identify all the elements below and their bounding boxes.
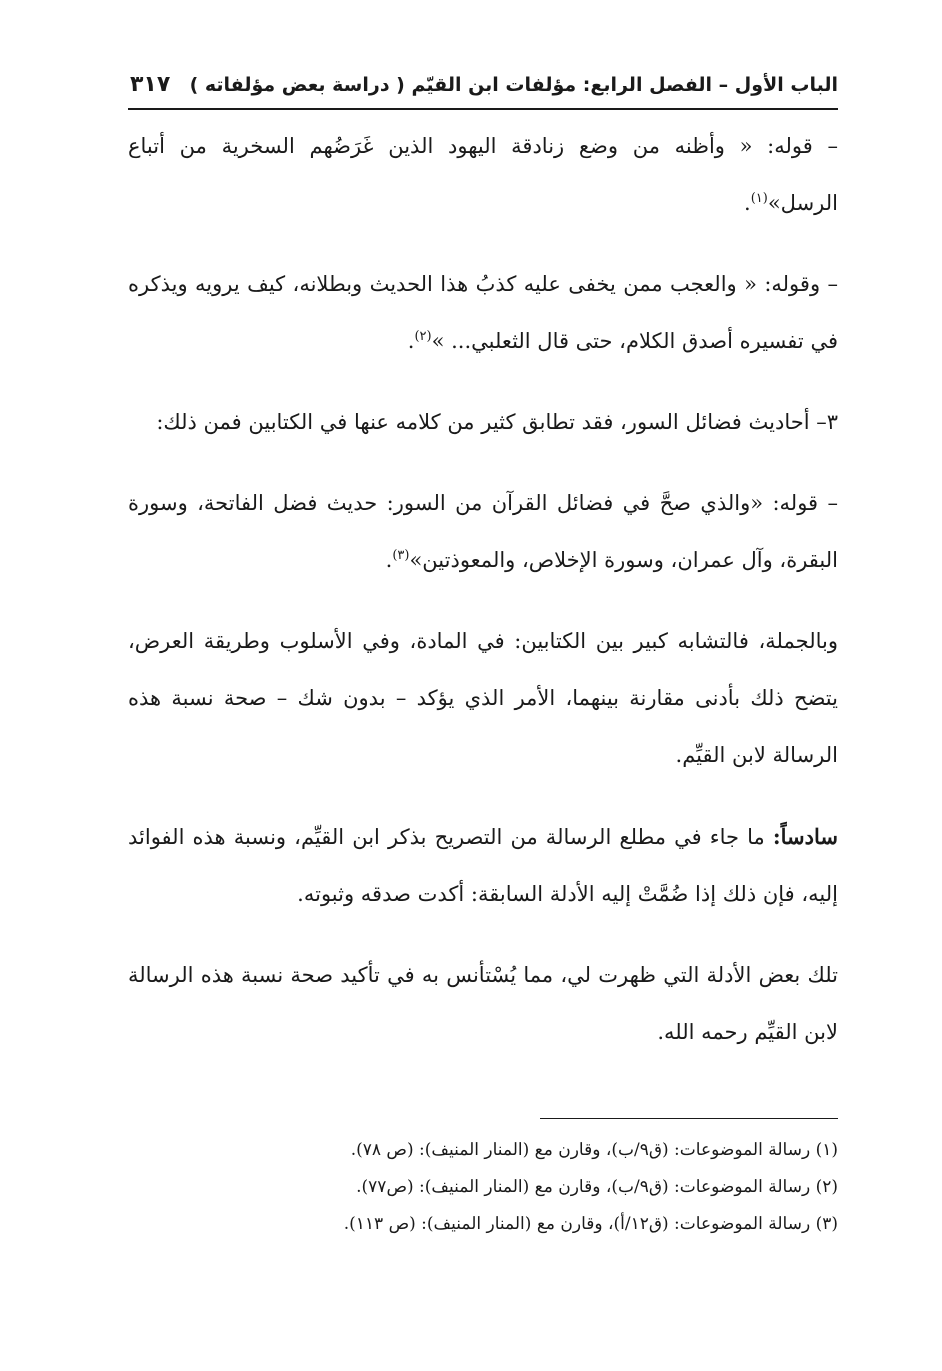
page-number: ٣١٧ (130, 72, 171, 97)
paragraph-end: . (744, 191, 751, 215)
paragraph-text: وبالجملة، فالتشابه كبير بين الكتابين: في المادة، وفي الأسلوب وطريقة العرض، يتضح ذلك بأدنى مقارنة بينهما، الأمر الذي يؤكد – بدون شك – صحة نسبة هذه الرسالة لابن القيِّم. (128, 629, 838, 767)
quote-paragraph-1 (128, 118, 838, 232)
paragraph-text: ما جاء في مطلع الرسالة من التصريح بذكر ابن القيِّم، ونسبة هذه الفوائد إليه، فإن ذلك إذا ضُمَّتْ إليه الأدلة السابقة: أكدت صدقه وثبوته. (128, 825, 838, 906)
quote-paragraph-2 (128, 256, 838, 370)
footnotes (128, 1132, 838, 1243)
footnote-marker: (١) (750, 191, 768, 206)
footnote-1: (١) رسالة الموضوعات: (ق٩/ب)، وقارن مع (المنار المنيف): (ص ٧٨). (350, 1140, 838, 1160)
footnote-2: (٢) رسالة الموضوعات: (ق٩/ب)، وقارن مع (المنار المنيف): (ص٧٧). (356, 1177, 838, 1197)
paragraph-text: تلك بعض الأدلة التي ظهرت لي، مما يُسْتأنس به في تأكيد صحة نسبة هذه الرسالة لابن القيِّم رحمه الله. (128, 963, 838, 1044)
footnote-marker: (٢) (414, 329, 432, 344)
sixth-point-paragraph (128, 808, 838, 923)
quote-paragraph-3 (128, 475, 838, 589)
point-three-paragraph (128, 394, 838, 451)
paragraph-end: . (407, 329, 415, 353)
paragraph-text: ٣– أحاديث فضائل السور، فقد تطابق كثير من كلامه عنها في الكتابين فمن ذلك: (156, 410, 838, 434)
main-text (128, 118, 838, 1061)
paragraph-end: . (385, 548, 393, 572)
footnote-marker: (٣) (392, 548, 410, 563)
closing-paragraph (128, 947, 838, 1061)
paragraph-text: – وقوله: « والعجب ممن يخفى عليه كذبُ هذا الحديث وبطلانه، كيف يرويه ويذكره في تفسيره أصدق الكلام، حتى قال الثعلبي... » (128, 272, 838, 353)
paragraph-text: – قوله: « وأظنه من وضع زنادقة اليهود الذين غَرَضُهم السخرية من أتباع الرسل» (128, 134, 838, 215)
summary-paragraph (128, 613, 838, 784)
sixth-point-heading: سادساً: (772, 824, 838, 849)
footnote-separator (540, 1118, 838, 1119)
header-title: الباب الأول – الفصل الرابع: مؤلفات ابن القيّم ( دراسة بعض مؤلفاته ) (189, 74, 838, 96)
paragraph-text: – قوله: «والذي صحَّ في فضائل القرآن من السور: حديث فضل الفاتحة، وسورة البقرة، وآل عمران، وسورة الإخلاص، والمعوذتين» (128, 491, 838, 572)
footnote-3: (٣) رسالة الموضوعات: (ق١٢/أ)، وقارن مع (المنار المنيف): (ص ١١٣). (343, 1214, 838, 1234)
running-header (128, 72, 838, 110)
